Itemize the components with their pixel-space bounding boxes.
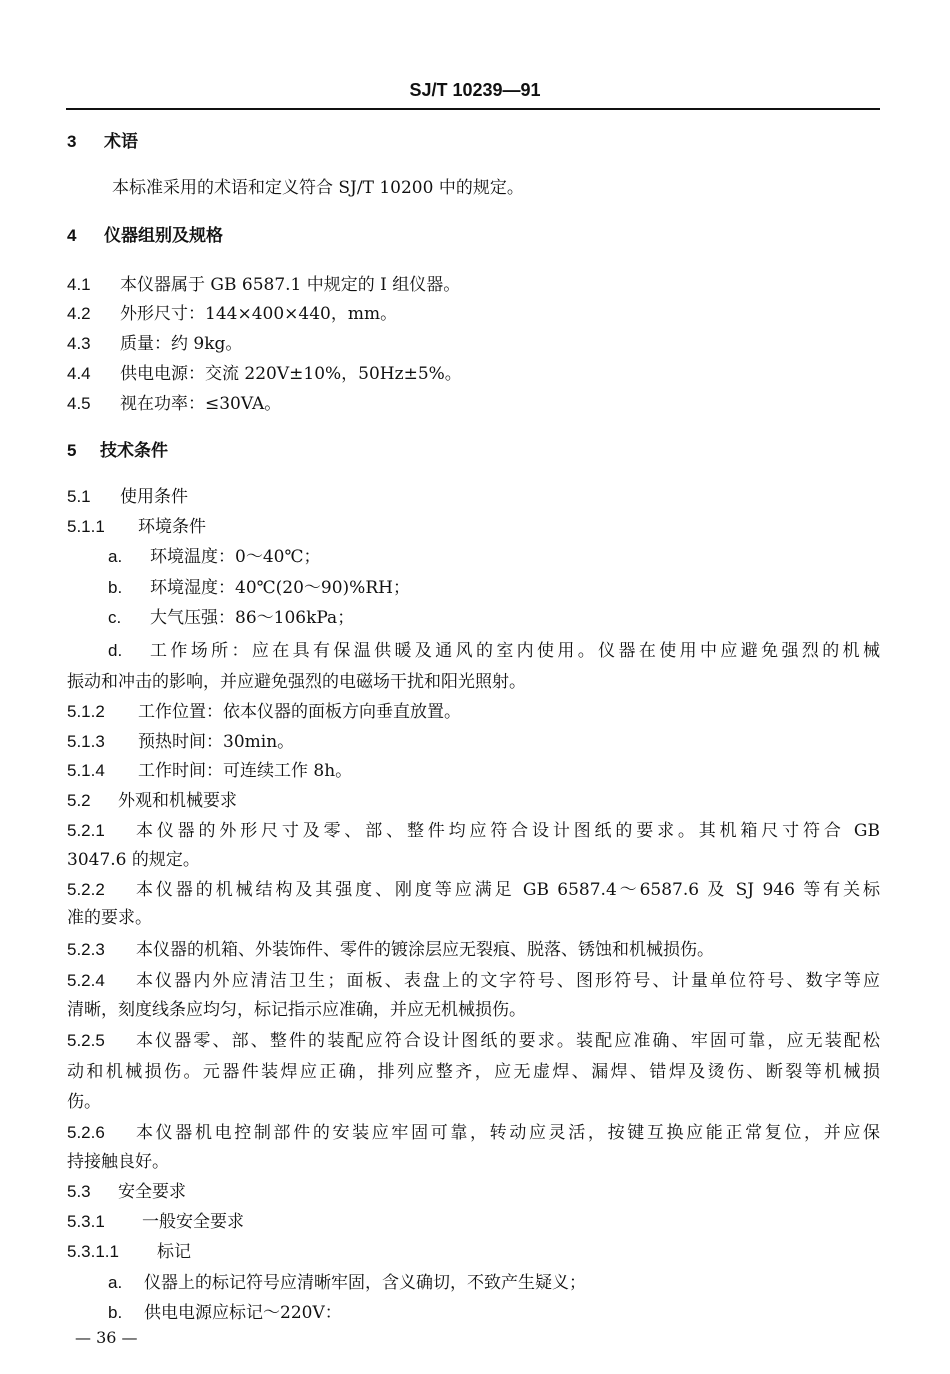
clause-line [0, 605, 950, 631]
clause-text: 本仪器内外应清洁卫生；面板、表盘上的文字符号、图形符号、计量单位符号、数字等应 [136, 971, 880, 991]
clause-text: 本仪器机电控制部件的安装应牢固可靠，转动应灵活，按键互换应能正常复位，并应保 [136, 1123, 880, 1143]
clause-text: 供电电源：交流 220V±10%，50Hz±5%。 [120, 364, 462, 384]
clause-line [0, 818, 950, 844]
clause-text: 质量：约 9kg。 [120, 334, 243, 354]
page-number: — 36 — [75, 1328, 138, 1347]
clause-line [0, 758, 950, 784]
clause-number: a. [108, 1273, 123, 1292]
clause-line [0, 1179, 950, 1205]
clause-line [0, 1300, 950, 1326]
clause-text: 标记 [157, 1242, 191, 1262]
clause-number: 5.3 [67, 1182, 91, 1201]
clause-line [0, 699, 950, 725]
clause-number: d. [108, 641, 123, 660]
clause-text: 本仪器零、部、整件的装配应符合设计图纸的要求。装配应准确、牢固可靠，应无装配松 [136, 1031, 880, 1051]
clause-text: 视在功率：≤30VA。 [120, 394, 282, 414]
clause-line [0, 514, 950, 540]
clause-number: 5.2.5 [67, 1031, 105, 1050]
clause-text: 仪器上的标记符号应清晰牢固，含义确切，不致产生疑义； [144, 1273, 586, 1293]
clause-text: 振动和冲击的影响，并应避免强烈的电磁场干扰和阳光照射。 [67, 672, 526, 692]
clause-number: 5 [67, 441, 77, 460]
continuation-line [0, 1059, 950, 1085]
clause-text: 一般安全要求 [142, 1212, 244, 1232]
clause-line [0, 1239, 950, 1265]
continuation-line [0, 1089, 950, 1115]
continuation-line [0, 847, 950, 873]
clause-text: 环境湿度：40℃(20～90)%RH； [150, 578, 410, 598]
clause-line [0, 484, 950, 510]
clause-text: 仪器组别及规格 [104, 226, 223, 246]
clause-line [0, 1120, 950, 1146]
clause-text: 清晰，刻度线条应均匀，标记指示应准确，并应无机械损伤。 [67, 1000, 526, 1020]
clause-line [0, 1028, 950, 1054]
clause-line [0, 937, 950, 963]
clause-text: 外形尺寸：144×400×440，mm。 [120, 304, 398, 324]
clause-line [0, 788, 950, 814]
clause-text: 外观和机械要求 [118, 791, 237, 811]
clause-number: 5.3.1 [67, 1212, 105, 1231]
clause-line [0, 575, 950, 601]
clause-number: 5.2.1 [67, 821, 105, 840]
clause-number: 4 [67, 226, 77, 245]
clause-text: 安全要求 [118, 1182, 186, 1202]
clause-number: 5.3.1.1 [67, 1242, 119, 1261]
clause-text: 本仪器属于 GB 6587.1 中规定的 Ⅰ 组仪器。 [120, 275, 461, 295]
clause-number: 4.5 [67, 394, 91, 413]
clause-text: 术语 [104, 132, 138, 152]
clause-text: 准的要求。 [67, 908, 152, 928]
continuation-line [0, 997, 950, 1023]
clause-number: 4.1 [67, 275, 91, 294]
clause-text: 伤。 [67, 1092, 101, 1112]
clause-number: 5.1.4 [67, 761, 105, 780]
clause-number: 5.1.3 [67, 732, 105, 751]
clause-number: 5.2.3 [67, 940, 105, 959]
clause-text: 持接触良好。 [67, 1152, 169, 1172]
clause-line [0, 877, 950, 903]
clause-text: 供电电源应标记～220V： [144, 1303, 342, 1323]
document-code-header: SJ/T 10239—91 [409, 80, 541, 100]
clause-number: 5.1 [67, 487, 91, 506]
clause-number: 5.2.2 [67, 880, 105, 899]
clause-number: a. [108, 547, 123, 566]
clause-line [0, 129, 950, 155]
clause-text: 技术条件 [100, 441, 168, 461]
clause-number: 5.2.6 [67, 1123, 105, 1142]
clause-line [0, 391, 950, 417]
clause-text: 环境条件 [138, 517, 206, 537]
clause-line [0, 301, 950, 327]
clause-line [0, 638, 950, 664]
clause-line [0, 544, 950, 570]
clause-text: 本仪器的机箱、外装饰件、零件的镀涂层应无裂痕、脱落、锈蚀和机械损伤。 [136, 940, 714, 960]
clause-line [0, 729, 950, 755]
clause-line [0, 1270, 950, 1296]
continuation-line [0, 1149, 950, 1175]
continuation-line [0, 905, 950, 931]
clause-line [0, 361, 950, 387]
clause-number: 4.3 [67, 334, 91, 353]
clause-number: 4.4 [67, 364, 91, 383]
clause-number: 5.2.4 [67, 971, 105, 990]
clause-number: 3 [67, 132, 77, 151]
clause-number: c. [108, 608, 122, 627]
clause-line [0, 272, 950, 298]
header-rule [66, 108, 880, 110]
continuation-line [0, 669, 950, 695]
clause-text: 动和机械损伤。元器件装焊应正确，排列应整齐，应无虚焊、漏焊、错焊及烫伤、断裂等机械损 [67, 1062, 880, 1082]
clause-number: 5.1.2 [67, 702, 105, 721]
clause-line [0, 1209, 950, 1235]
clause-number: 5.2 [67, 791, 91, 810]
clause-number: b. [108, 578, 123, 597]
clause-text: 使用条件 [120, 487, 188, 507]
clause-number: b. [108, 1303, 123, 1322]
clause-number: 5.1.1 [67, 517, 105, 536]
clause-line [0, 223, 950, 249]
clause-line [0, 968, 950, 994]
clause-text: 工作时间：可连续工作 8h。 [138, 761, 353, 781]
clause-text: 环境温度：0～40℃； [150, 547, 321, 567]
clause-line [0, 438, 950, 464]
clause-text: 大气压强：86～106kPa； [150, 608, 355, 628]
clause-line [0, 331, 950, 357]
continuation-line [0, 175, 950, 201]
clause-text: 本标准采用的术语和定义符合 SJ/T 10200 中的规定。 [112, 178, 524, 198]
clause-text: 本仪器的机械结构及其强度、刚度等应满足 GB 6587.4～6587.6 及 SJ 946 等有关标 [136, 880, 880, 900]
clause-text: 工作场所：应在具有保温供暖及通风的室内使用。仪器在使用中应避免强烈的机械 [150, 641, 880, 661]
clause-text: 3047.6 的规定。 [67, 850, 200, 870]
clause-text: 工作位置：依本仪器的面板方向垂直放置。 [138, 702, 461, 722]
clause-text: 预热时间：30min。 [138, 732, 295, 752]
clause-number: 4.2 [67, 304, 91, 323]
clause-text: 本仪器的外形尺寸及零、部、整件均应符合设计图纸的要求。其机箱尺寸符合 GB [136, 821, 880, 841]
